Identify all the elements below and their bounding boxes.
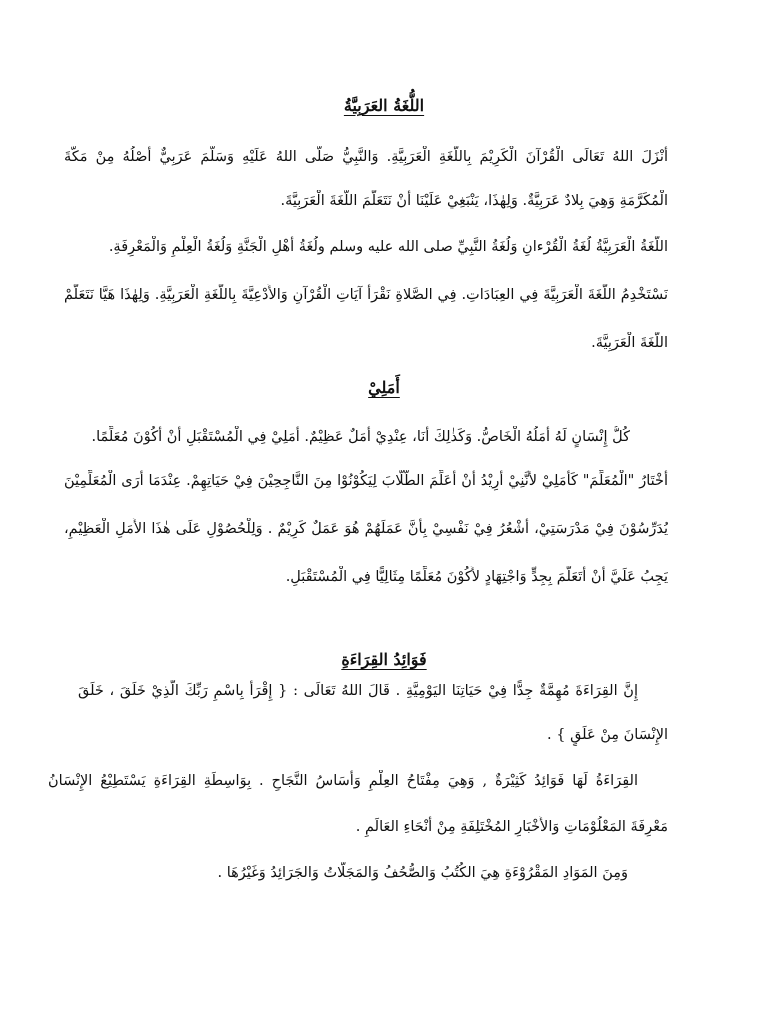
paragraph-line: الْمُكَرَّمَةِ وَهِيَ بِلادٌ عَرَبِيَّةٌ. وَلِهٰذَا، يَنْبَغِيْ عَلَيْنَا أَنْ نَتَعَلَّمَ اللُّغَةَ الْعَرَبِيَّةَ. <box>280 193 668 209</box>
paragraph-line: كُلُّ إِنْسَانٍ لَهُ أَمَلُهُ الْخَاصُّ. وَكَذٰلِكَ أَنَا، عِنْدِيْ أَمَلٌ عَظِيْمٌ. أَمَلِيْ فِي الْمُسْتَقْبَلِ أَنْ أَكُوْنَ مُعَلِّمًا. <box>91 429 630 445</box>
section-title-benefits-of-reading: فَوَائِدُ القِرَاءَةِ <box>341 650 427 669</box>
section-title-my-hope: أَمَلِيْ <box>368 378 400 397</box>
paragraph-line: يَجِبُ عَلَيَّ أَنْ أَتَعَلَّمَ بِجِدٍّ وَاجْتِهَادٍ لأَكُوْنَ مُعَلِّمًا مِثَالِيًّا فِي الْمُسْتَقْبَلِ. <box>285 569 668 585</box>
section-title-arabic-language: اللُّغَةُ العَرَبِيَّةُ <box>343 96 425 115</box>
paragraph-line: نَسْتَخْدِمُ اللُّغَةَ الْعَرَبِيَّةَ فِي العِبَادَاتِ. فِي الصَّلاةِ نَقْرَأُ آيَاتِ الْقُرْآنِ وَالأَدْعِيَّةَ بِاللُّغَةِ الْعَرَبِيَّةِ. وَلِهٰذَا هَيَّا نَتَعَلَّمْ <box>64 287 668 303</box>
paragraph-line: إِنَّ القِرَاءَةَ مُهِمَّةٌ جِدًّا فِيْ حَيَاتِنَا اليَوْمِيَّةِ . قَالَ اللهُ تَعَالَى : { إِقْرَأْ بِاسْمِ رَبِّكَ الَّذِيْ خَلَقَ ، خَلَقَ <box>78 683 638 699</box>
paragraph-line: وَمِنَ المَوَادِ المَقْرُوْءَةِ هِيَ الكُتُبُ وَالصُّحُفُ وَالمَجَلَّاتُ وَالجَرَائِدُ وَغَيْرُهَا . <box>217 865 628 881</box>
paragraph-line: يُدَرِّسُوْنَ فِيْ مَدْرَسَتِيْ، أَشْعُرُ فِيْ نَفْسِيْ بِأَنَّ عَمَلَهُمْ هُوَ عَمَلٌ كَرِيْمٌ . وَلِلْحُصُوْلِ عَلَى هٰذَا الأَمَلِ الْعَظِيْمِ، <box>64 521 668 537</box>
paragraph-line: اللُّغَةُ الْعَرَبِيَّةُ لُغَةُ الْقُرْءانِ وَلُغَةُ النَّبِيِّ صلى الله عليه وسلم ولُغَةُ أَهْلِ الْجَنَّةِ وَلُغَةُ الْعِلْمِ وَالْمَعْرِفَةِ. <box>108 239 668 255</box>
paragraph-line: الإِنْسَانَ مِنْ عَلَقٍ } . <box>547 727 668 743</box>
paragraph-line: مَعْرِفَةَ المَعْلُوْمَاتِ وَالأَخْبَارِ المُخْتَلِفَةِ مِنْ أَنْحَاءِ العَالَمِ . <box>355 819 668 835</box>
paragraph-line: أَنْزَلَ اللهُ تَعَالَى الْقُرْآنَ الْكَرِيْمَ بِاللُّغَةِ الْعَرَبِيَّةِ. وَالنَّبِيُّ صَلَّى اللهُ عَلَيْهِ وَسَلَّمَ عَرَبِيٌّ أَصْلُهُ مِنْ مَكَّةَ <box>64 149 668 165</box>
paragraph-line: اللُّغَةَ الْعَرَبِيَّةَ. <box>591 335 668 351</box>
paragraph-line: أَخْتَارُ "الْمُعَلِّمَ" كَأَمَلِيْ لأَنَّنِيْ أُرِيْدُ أَنْ أُعَلِّمَ الطُّلَّابَ لِيَكُوْنُوْا مِنَ النَّاجِحِيْنَ فِيْ حَيَاتِهِمْ. عِنْدَمَا أَرَى الْمُعَلِّمِيْنَ <box>64 473 668 489</box>
paragraph-line: القِرَاءَةُ لَهَا فَوَائِدُ كَثِيْرَةٌ , وَهِيَ مِفْتَاحُ العِلْمِ وَأَسَاسُ النَّجَاحِ . بِوَاسِطَةِ القِرَاءَةِ يَسْتَطِيْعُ الإِنْسَانُ <box>48 773 638 789</box>
